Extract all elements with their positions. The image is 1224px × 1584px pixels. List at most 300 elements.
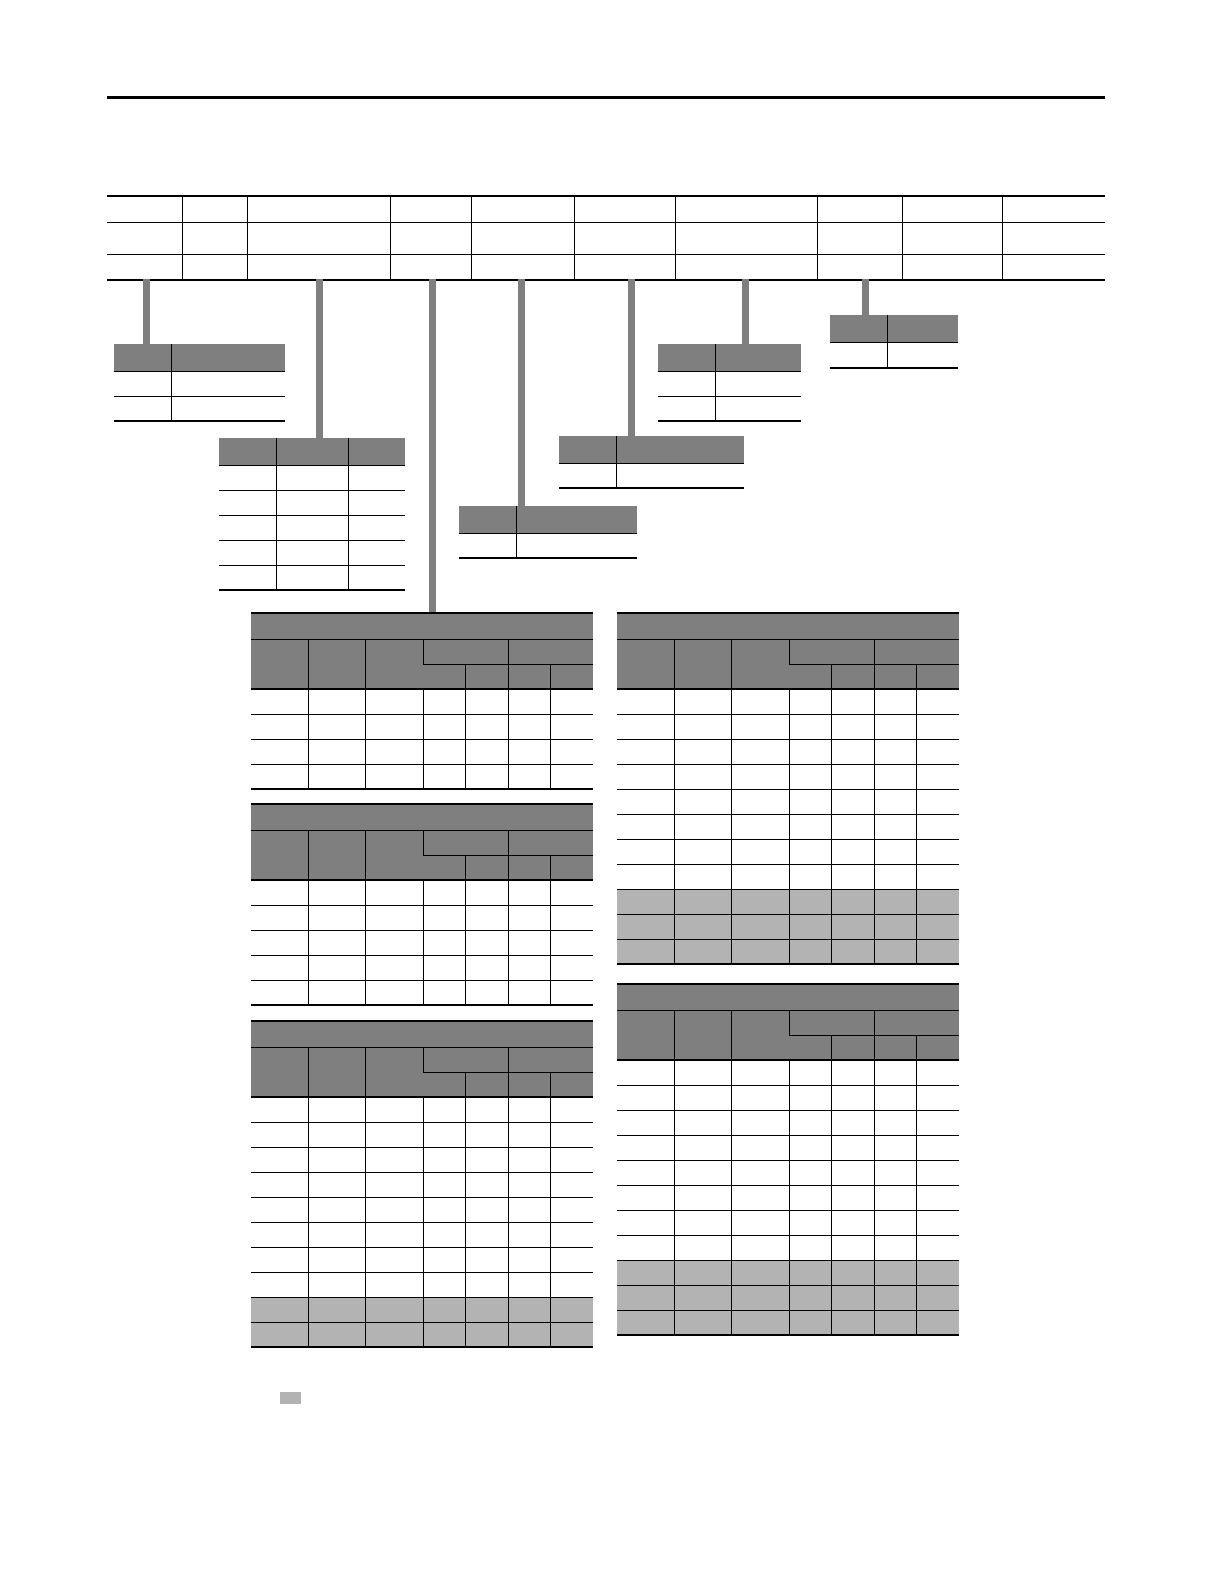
rating-cell [674, 939, 731, 964]
connector-line [429, 279, 436, 612]
rating-cell [423, 1222, 465, 1247]
connector-line [628, 279, 635, 437]
rating-cell [916, 1110, 959, 1135]
rating-header-row [251, 639, 593, 664]
rating-cell [617, 939, 674, 964]
rating-group-header-cell [789, 1010, 874, 1035]
rating-subheader-cell [831, 1035, 874, 1060]
rating-cell [916, 739, 959, 764]
rating-row [617, 1110, 959, 1135]
rating-cell [731, 889, 789, 914]
rating-cell [365, 1197, 423, 1222]
rating-cell [916, 1285, 959, 1310]
catalog-code-cell [574, 254, 675, 280]
rating-cell [874, 1085, 916, 1110]
rating-cell [550, 905, 593, 930]
rating-cell [465, 980, 508, 1005]
rating-cell [423, 930, 465, 955]
option-header-cell [516, 506, 637, 533]
rating-cell [731, 839, 789, 864]
rating-header-cell [365, 1047, 423, 1097]
rating-cell [874, 1185, 916, 1210]
rating-cell [674, 914, 731, 939]
rating-row [251, 1122, 593, 1147]
rating-cell [916, 889, 959, 914]
rating-cell [916, 839, 959, 864]
rating-cell [423, 739, 465, 764]
option-cell [348, 565, 405, 590]
rating-subheader-cell [423, 1072, 465, 1097]
rating-group-header-cell [789, 639, 874, 664]
rating-cell [916, 1260, 959, 1285]
rating-cell [916, 939, 959, 964]
rating-cell [365, 739, 423, 764]
rating-cell [308, 1097, 365, 1122]
rating-header-cell [251, 639, 308, 689]
rating-row [617, 764, 959, 789]
rating-cell [874, 939, 916, 964]
option-cell [348, 465, 405, 490]
rating-subheader-cell [789, 1035, 831, 1060]
rating-cell [831, 889, 874, 914]
rating-cell [550, 1272, 593, 1297]
rating-subheader-cell [550, 855, 593, 880]
rating-cell [308, 1222, 365, 1247]
option-row [114, 396, 285, 421]
rating-subheader-cell [465, 664, 508, 689]
rating-cell [365, 1272, 423, 1297]
rating-header-cell [308, 1047, 365, 1097]
rating-cell [465, 764, 508, 789]
rating-cell [365, 930, 423, 955]
rating-cell [874, 1260, 916, 1285]
rating-cell [916, 714, 959, 739]
rating-cell [423, 1247, 465, 1272]
catalog-segment-cell [247, 196, 390, 222]
rating-cell [617, 1110, 674, 1135]
rating-cell [874, 714, 916, 739]
rating-row [617, 739, 959, 764]
rating-cell [465, 905, 508, 930]
rating-row [251, 739, 593, 764]
rating-title-row [251, 613, 593, 639]
option-cell [559, 463, 616, 488]
rating-cell [617, 839, 674, 864]
rating-row [617, 864, 959, 889]
option-row [114, 371, 285, 396]
rating-cell [308, 930, 365, 955]
rating-cell [508, 689, 550, 714]
rating-cell [731, 789, 789, 814]
rating-cell [508, 1247, 550, 1272]
rating-subheader-cell [423, 855, 465, 880]
rating-header-cell [674, 639, 731, 689]
rating-cell [831, 939, 874, 964]
rating-cell [308, 1197, 365, 1222]
rating-cell [731, 1185, 789, 1210]
rating-cell [508, 880, 550, 905]
option-cell [348, 540, 405, 565]
rating-row [251, 1197, 593, 1222]
rating-row [617, 1310, 959, 1335]
rating-subheader-cell [508, 1072, 550, 1097]
rating-cell [508, 980, 550, 1005]
rating-cell [916, 1135, 959, 1160]
rating-cell [916, 1235, 959, 1260]
rating-cell [365, 980, 423, 1005]
rating-title [617, 613, 959, 639]
rating-cell [674, 1260, 731, 1285]
option-cell [276, 565, 348, 590]
rating-cell [550, 955, 593, 980]
rating-cell [789, 714, 831, 739]
catalog-segment-cell [675, 196, 817, 222]
rating-cell [789, 789, 831, 814]
rating-cell [251, 1222, 308, 1247]
rating-cell [308, 689, 365, 714]
option-header-cell [459, 506, 516, 533]
rating-cell [674, 1085, 731, 1110]
rating-cell [617, 1310, 674, 1335]
rating-cell [251, 1097, 308, 1122]
catalog-description-cell [574, 222, 675, 254]
rating-cell [308, 905, 365, 930]
option-cell [276, 515, 348, 540]
option-cell [219, 565, 276, 590]
rating-cell [465, 714, 508, 739]
rating-row [617, 1135, 959, 1160]
option-header-row [219, 438, 405, 465]
catalog-segment-cell [107, 196, 182, 222]
rating-title-row [617, 613, 959, 639]
option-header-row [830, 315, 958, 342]
rating-cell [308, 1147, 365, 1172]
rating-cell [365, 1322, 423, 1347]
rating-subheader-cell [423, 664, 465, 689]
rating-cell [508, 764, 550, 789]
rating-cell [465, 1272, 508, 1297]
rating-cell [674, 689, 731, 714]
rating-cell [465, 955, 508, 980]
catalog-description-cell [902, 222, 1002, 254]
rating-title-row [617, 984, 959, 1010]
option-cell [114, 396, 171, 421]
rating-header-cell [617, 639, 674, 689]
rating-cell [731, 1210, 789, 1235]
rating-cell [674, 1185, 731, 1210]
rating-row [251, 1322, 593, 1347]
catalog-descriptions-row [107, 222, 1105, 254]
rating-cell [365, 1097, 423, 1122]
rating-subheader-cell [916, 1035, 959, 1060]
rating-cell [251, 1297, 308, 1322]
rating-cell [251, 739, 308, 764]
catalog-segment-cell [1002, 196, 1105, 222]
option-row [219, 490, 405, 515]
rating-table-4 [617, 612, 959, 965]
rating-row [251, 905, 593, 930]
rating-cell [789, 1160, 831, 1185]
option-row [830, 342, 958, 368]
rating-cell [251, 1122, 308, 1147]
rating-cell [789, 1310, 831, 1335]
rating-header-row [617, 639, 959, 664]
rating-cell [674, 1135, 731, 1160]
rating-cell [508, 1197, 550, 1222]
option-cell [348, 490, 405, 515]
rating-group-header-cell [423, 639, 508, 664]
rating-row [251, 764, 593, 789]
rating-cell [617, 864, 674, 889]
rating-row [251, 955, 593, 980]
rating-cell [831, 864, 874, 889]
rating-cell [423, 1297, 465, 1322]
rating-cell [465, 880, 508, 905]
rating-cell [916, 1185, 959, 1210]
rating-cell [550, 1147, 593, 1172]
rating-subheader-cell [789, 664, 831, 689]
rating-table-5 [617, 983, 959, 1336]
option-cell [658, 396, 715, 421]
catalog-segment-cell [817, 196, 902, 222]
rating-cell [550, 880, 593, 905]
rating-cell [789, 1185, 831, 1210]
option-cell [715, 371, 801, 396]
rating-row [251, 1147, 593, 1172]
option-table-2 [219, 438, 405, 591]
catalog-code-cell [471, 254, 574, 280]
rating-cell [308, 764, 365, 789]
rating-cell [308, 955, 365, 980]
option-cell [276, 540, 348, 565]
rating-cell [789, 1235, 831, 1260]
rating-cell [617, 1285, 674, 1310]
option-header-cell [219, 438, 276, 465]
rating-cell [831, 714, 874, 739]
rating-cell [789, 689, 831, 714]
rating-cell [731, 714, 789, 739]
rating-cell [831, 1285, 874, 1310]
rating-cell [874, 914, 916, 939]
rating-subheader-cell [916, 664, 959, 689]
rating-header-row [251, 1047, 593, 1072]
rating-cell [789, 939, 831, 964]
rating-cell [308, 980, 365, 1005]
rating-cell [423, 1322, 465, 1347]
option-header-cell [715, 344, 801, 371]
rating-cell [916, 1310, 959, 1335]
rating-group-header-cell [508, 639, 593, 664]
option-row [459, 533, 637, 558]
rating-cell [508, 905, 550, 930]
option-table-3 [459, 506, 637, 559]
rating-cell [831, 814, 874, 839]
connector-line [742, 279, 749, 345]
rating-cell [251, 764, 308, 789]
rating-group-header-cell [508, 830, 593, 855]
rating-header-cell [251, 1047, 308, 1097]
rating-cell [423, 764, 465, 789]
rating-cell [308, 880, 365, 905]
rating-cell [674, 1210, 731, 1235]
option-cell [219, 490, 276, 515]
rating-row [251, 1097, 593, 1122]
rating-cell [508, 714, 550, 739]
rating-cell [617, 789, 674, 814]
rating-cell [874, 839, 916, 864]
rating-cell [731, 1260, 789, 1285]
rating-cell [731, 1060, 789, 1085]
option-header-cell [348, 438, 405, 465]
rating-subheader-cell [465, 1072, 508, 1097]
rating-header-cell [731, 639, 789, 689]
rating-cell [789, 889, 831, 914]
rating-cell [731, 814, 789, 839]
rating-cell [508, 1322, 550, 1347]
rating-cell [617, 814, 674, 839]
rating-cell [365, 880, 423, 905]
rating-cell [251, 1322, 308, 1347]
rating-cell [508, 739, 550, 764]
rating-cell [874, 739, 916, 764]
rating-cell [789, 1210, 831, 1235]
option-row [219, 540, 405, 565]
rating-cell [831, 1185, 874, 1210]
rating-row [617, 789, 959, 814]
rating-cell [251, 1272, 308, 1297]
rating-row [251, 1272, 593, 1297]
rating-cell [874, 1235, 916, 1260]
option-row [219, 515, 405, 540]
rating-subheader-cell [508, 664, 550, 689]
catalog-segments-row [107, 196, 1105, 222]
option-table-4 [559, 436, 744, 489]
rating-cell [617, 1060, 674, 1085]
rating-row [251, 1222, 593, 1247]
rating-title [251, 613, 593, 639]
rating-cell [465, 930, 508, 955]
rating-cell [308, 714, 365, 739]
rating-cell [731, 864, 789, 889]
rating-cell [465, 689, 508, 714]
rating-row [617, 1160, 959, 1185]
rating-cell [365, 764, 423, 789]
rating-cell [874, 1210, 916, 1235]
rating-cell [617, 1260, 674, 1285]
rating-cell [617, 1085, 674, 1110]
option-cell [348, 515, 405, 540]
rating-cell [789, 764, 831, 789]
option-cell [219, 515, 276, 540]
rating-header-cell [251, 830, 308, 880]
rating-cell [674, 1235, 731, 1260]
rating-row [251, 1172, 593, 1197]
rating-group-header-cell [423, 1047, 508, 1072]
option-cell [830, 342, 887, 368]
rating-group-header-cell [423, 830, 508, 855]
option-header-cell [276, 438, 348, 465]
rating-cell [465, 1247, 508, 1272]
option-cell [276, 490, 348, 515]
rating-cell [550, 739, 593, 764]
catalog-code-cell [675, 254, 817, 280]
option-header-cell [559, 436, 616, 463]
rating-row [617, 1210, 959, 1235]
option-cell [276, 465, 348, 490]
option-cell [658, 371, 715, 396]
rating-cell [916, 1210, 959, 1235]
rating-header-cell [674, 1010, 731, 1060]
rating-cell [465, 1322, 508, 1347]
rating-header-cell [617, 1010, 674, 1060]
option-header-row [559, 436, 744, 463]
option-cell [171, 371, 285, 396]
rating-cell [731, 1110, 789, 1135]
rating-cell [508, 1172, 550, 1197]
rating-cell [550, 1122, 593, 1147]
rating-cell [423, 689, 465, 714]
rating-cell [674, 764, 731, 789]
rating-header-cell [365, 639, 423, 689]
rating-cell [789, 1285, 831, 1310]
rating-subheader-cell [550, 1072, 593, 1097]
rating-cell [831, 1110, 874, 1135]
rating-cell [731, 1310, 789, 1335]
option-header-cell [114, 344, 171, 371]
rating-cell [617, 739, 674, 764]
rating-cell [731, 1135, 789, 1160]
rating-cell [508, 930, 550, 955]
rating-cell [251, 1147, 308, 1172]
option-table-1 [114, 344, 285, 422]
rating-cell [789, 914, 831, 939]
rating-cell [423, 1097, 465, 1122]
rating-cell [674, 1310, 731, 1335]
option-row [658, 396, 801, 421]
rating-cell [550, 764, 593, 789]
rating-cell [874, 1160, 916, 1185]
rating-subheader-cell [508, 855, 550, 880]
rating-cell [308, 1247, 365, 1272]
rating-cell [251, 1247, 308, 1272]
rating-cell [916, 789, 959, 814]
rating-title-row [251, 804, 593, 830]
rating-cell [674, 739, 731, 764]
catalog-segment-cell [902, 196, 1002, 222]
rating-cell [874, 864, 916, 889]
rating-cell [874, 1060, 916, 1085]
catalog-string [107, 195, 1105, 281]
rating-cell [465, 1122, 508, 1147]
rating-cell [251, 980, 308, 1005]
rating-cell [874, 689, 916, 714]
rating-cell [789, 1260, 831, 1285]
rating-cell [674, 839, 731, 864]
catalog-segment-cell [574, 196, 675, 222]
rating-cell [674, 1110, 731, 1135]
catalog-segment-cell [182, 196, 247, 222]
rating-table-1 [251, 612, 593, 790]
rating-cell [308, 1122, 365, 1147]
catalog-description-cell [471, 222, 574, 254]
rating-subheader-cell [550, 664, 593, 689]
rating-subheader-cell [874, 1035, 916, 1060]
option-cell [715, 396, 801, 421]
rating-cell [831, 1085, 874, 1110]
rating-title [251, 1021, 593, 1047]
option-cell [616, 463, 744, 488]
option-cell [171, 396, 285, 421]
